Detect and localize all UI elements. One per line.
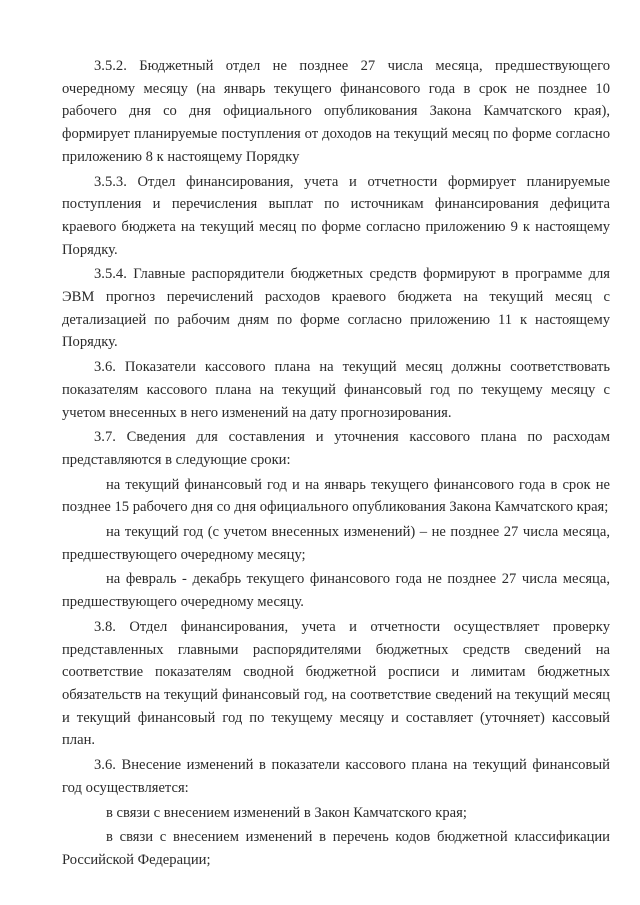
paragraph-3-8: 3.8. Отдел финансирования, учета и отчетности осуществляет проверку представленных главными распорядителями бюджетных средств сведений на соответствие показателям сводной бюджетной росписи и лимитам бюджетных обязательств на текущий финансовый год, на соответствие сведений на текущий месяц и текущий финансовый год по текущему месяцу и составляет (уточняет) кассовый план. [62, 618, 610, 749]
paragraph-3-6-item-2: в связи с внесением изменений в перечень кодов бюджетной классификации Российской Федерации; [62, 829, 610, 868]
paragraph-3-5-3: 3.5.3. Отдел финансирования, учета и отчетности формирует планируемые поступления и перечисления выплат по источникам финансирования дефицита краевого бюджета на текущий месяц по форме согласно приложению 9 к настоящему Порядку. [62, 173, 610, 258]
paragraph-3-7: 3.7. Сведения для составления и уточнения кассового плана по расходам представляются в следующие сроки: [62, 429, 610, 468]
paragraph-3-5-2: 3.5.2. Бюджетный отдел не позднее 27 числа месяца, предшествующего очередному месяцу (на январь текущего финансового года в срок не позднее 10 рабочего дня со дня официального опубликования Закона Камчатского края), формирует планируемые поступления от доходов на текущий месяц по форме согласно приложению 8 к настоящему Порядку [62, 58, 610, 165]
paragraph-3-6: 3.6. Показатели кассового плана на текущий месяц должны соответствовать показателям кассового плана на текущий финансовый год по текущему месяцу с учетом внесенных в него изменений на дату прогнозирования. [62, 359, 610, 421]
paragraph-3-7-item-1: на текущий финансовый год и на январь текущего финансового года в срок не позднее 15 рабочего дня со дня официального опубликования Закона Камчатского края; [62, 476, 610, 516]
paragraph-3-7-item-3: на февраль - декабрь текущего финансового года не позднее 27 числа месяца, предшествующего очередному месяцу. [62, 571, 610, 611]
document-body [62, 55, 610, 874]
paragraph-3-6-changes: 3.6. Внесение изменений в показатели кассового плана на текущий финансовый год осуществляется: [62, 757, 610, 796]
paragraph-3-5-4: 3.5.4. Главные распорядители бюджетных средств формируют в программе для ЭВМ прогноз перечислений расходов краевого бюджета на текущий месяц с детализацией по рабочим дням по форме согласно приложению 11 к настоящему Порядку. [62, 266, 610, 351]
paragraph-3-7-item-2: на текущий год (с учетом внесенных изменений) – не позднее 27 числа месяца, предшествующего очередному месяцу; [62, 524, 610, 563]
paragraph-3-6-item-1: в связи с внесением изменений в Закон Камчатского края; [106, 804, 467, 821]
